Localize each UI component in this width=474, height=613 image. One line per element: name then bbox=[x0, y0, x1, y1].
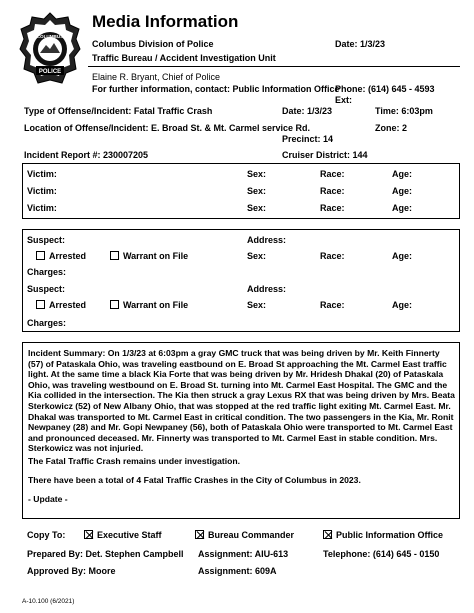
bureau-name: Traffic Bureau / Accident Investigation Unit bbox=[92, 53, 276, 63]
suspect-charges-label: Charges: bbox=[27, 267, 67, 277]
victim-age-label: Age: bbox=[392, 203, 412, 213]
incident-location: Location of Offense/Incident: E. Broad St. & Mt. Carmel service Rd. bbox=[24, 123, 311, 133]
assignment-prepared: Assignment: AIU-613 bbox=[198, 549, 289, 559]
victim-age-label: Age: bbox=[392, 169, 412, 179]
victim-label: Victim: bbox=[27, 169, 57, 179]
summary-total: There have been a total of 4 Fatal Traffic Crashes in the City of Columbus in 2023. bbox=[28, 475, 361, 485]
incident-time: Time: 6:03pm bbox=[375, 106, 433, 116]
page-title: Media Information bbox=[92, 12, 239, 31]
warrant-checkbox[interactable] bbox=[110, 300, 188, 310]
checkbox-icon bbox=[36, 300, 45, 309]
executive-staff-checkbox[interactable] bbox=[84, 530, 162, 540]
victim-sex-label: Sex: bbox=[247, 186, 267, 196]
suspect-address-label: Address: bbox=[247, 235, 287, 245]
assignment-approved: Assignment: 609A bbox=[198, 566, 277, 576]
contact-phone: Phone: (614) 645 - 4593 bbox=[335, 84, 435, 94]
copy-to-label: Copy To: bbox=[27, 530, 66, 540]
suspect-sex-label: Sex: bbox=[247, 251, 267, 261]
suspect-age-label: Age: bbox=[392, 300, 412, 310]
prepared-by: Prepared By: Det. Stephen Campbell bbox=[27, 549, 184, 559]
suspect-address-label: Address: bbox=[247, 284, 287, 294]
summary-status: The Fatal Traffic Crash remains under investigation. bbox=[28, 456, 241, 466]
victim-race-label: Race: bbox=[320, 169, 345, 179]
checked-box-icon bbox=[323, 530, 332, 539]
victim-sex-label: Sex: bbox=[247, 203, 267, 213]
suspect-section bbox=[22, 229, 460, 332]
incident-date: Date: 1/3/23 bbox=[282, 106, 333, 116]
victim-race-label: Race: bbox=[320, 186, 345, 196]
warrant-label: Warrant on File bbox=[123, 300, 189, 310]
executive-staff-label: Executive Staff bbox=[97, 530, 162, 540]
bureau-commander-label: Bureau Commander bbox=[208, 530, 295, 540]
suspect-age-label: Age: bbox=[392, 251, 412, 261]
warrant-label: Warrant on File bbox=[123, 251, 189, 261]
incident-zone: Zone: 2 bbox=[375, 123, 408, 133]
summary-update: - Update - bbox=[28, 494, 68, 504]
suspect-label: Suspect: bbox=[27, 284, 66, 294]
arrested-checkbox[interactable] bbox=[36, 300, 86, 310]
suspect-race-label: Race: bbox=[320, 251, 345, 261]
header-divider bbox=[88, 66, 460, 67]
warrant-checkbox[interactable] bbox=[110, 251, 188, 261]
header-date: Date: 1/3/23 bbox=[335, 39, 386, 49]
contact-ext: Ext: bbox=[335, 95, 353, 105]
checked-box-icon bbox=[195, 530, 204, 539]
form-id: A-10.100 (6/2021) bbox=[22, 598, 75, 605]
pio-checkbox[interactable] bbox=[323, 530, 443, 540]
suspect-label: Suspect: bbox=[27, 235, 66, 245]
checkbox-icon bbox=[110, 300, 119, 309]
suspect-charges-label: Charges: bbox=[27, 318, 67, 328]
victim-race-label: Race: bbox=[320, 203, 345, 213]
chief-name: Elaine R. Bryant, Chief of Police bbox=[92, 72, 221, 82]
victim-age-label: Age: bbox=[392, 186, 412, 196]
checkbox-icon bbox=[110, 251, 119, 260]
arrested-label: Arrested bbox=[49, 251, 87, 261]
police-badge-logo bbox=[18, 11, 82, 87]
division-name: Columbus Division of Police bbox=[92, 39, 214, 49]
cruiser-district: Cruiser District: 144 bbox=[282, 150, 368, 160]
pio-label: Public Information Office bbox=[336, 530, 444, 540]
summary-paragraph: Incident Summary: On 1/3/23 at 6:03pm a gray GMC truck that was being driven by Mr. Keith Finnerty (57) of Pataskala Ohio, was traveling eastbound on E. Broad St approaching the Mt. Carmel East traffic light. At the same time a black Kia Forte that was being driven by Mr. Hridesh Dhakal (20) of Pataskala Ohio, was traveling westbound on E. Broad St. turning into Mt. Carmel East Hospital. The GMC and the Kia collided in the intersection. The Kia then struck a gray Lexus RX that was being driven by Mrs. Beata Sterkowicz (52) of New Albany Ohio, that was stopped at the red traffic light exiting Mt. Carmel East. Mr. Dhakal was transported to Mt. Carmel East in critical condition. The two passengers in the Kia, Mr. Ronit Newpaney (28) and Mr. Gopi Newpaney (56), both of Pataskala Ohio were transported to Mt. Carmel East and pronounced deceased. Mr. Finnerty was transported to Mt. Carmel East in stable condition. Mrs. Sterkowicz was not injuried. bbox=[28, 348, 455, 454]
checked-box-icon bbox=[84, 530, 93, 539]
bureau-commander-checkbox[interactable] bbox=[195, 530, 294, 540]
suspect-sex-label: Sex: bbox=[247, 300, 267, 310]
victim-label: Victim: bbox=[27, 186, 57, 196]
badge-top-text: COLUMBUS bbox=[36, 34, 64, 39]
contact-info: For further information, contact: Public Information Office bbox=[92, 84, 340, 94]
victim-label: Victim: bbox=[27, 203, 57, 213]
approved-by: Approved By: Moore bbox=[27, 566, 116, 576]
incident-precinct: Precinct: 14 bbox=[282, 134, 334, 144]
arrested-label: Arrested bbox=[49, 300, 87, 310]
suspect-race-label: Race: bbox=[320, 300, 345, 310]
victim-sex-label: Sex: bbox=[247, 169, 267, 179]
offense-type: Type of Offense/Incident: Fatal Traffic Crash bbox=[24, 106, 213, 116]
checkbox-icon bbox=[36, 251, 45, 260]
badge-bottom-text: POLICE bbox=[38, 69, 62, 75]
arrested-checkbox[interactable] bbox=[36, 251, 86, 261]
incident-report-number: Incident Report #: 230007205 bbox=[24, 150, 149, 160]
telephone: Telephone: (614) 645 - 0150 bbox=[323, 549, 440, 559]
